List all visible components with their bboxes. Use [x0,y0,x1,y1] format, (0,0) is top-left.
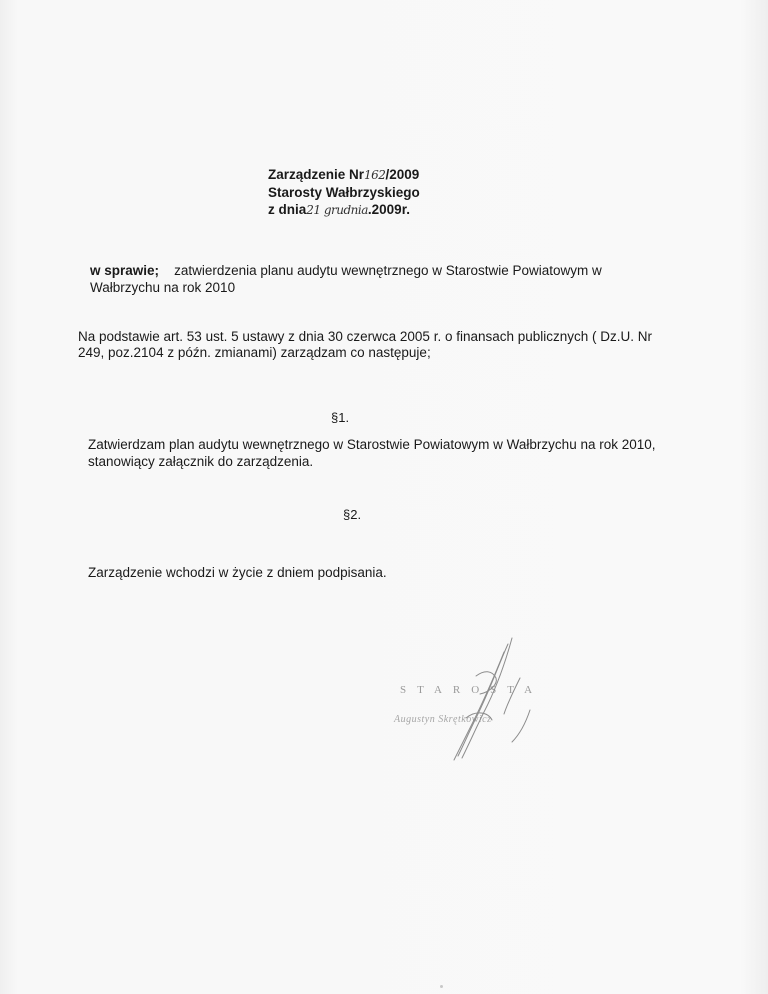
section-2-symbol: §2. [343,507,362,522]
heading-line-2: Starosty Wałbrzyskiego [268,185,420,200]
heading-date-suffix: .2009r. [367,202,410,217]
handwritten-date: 21 grudnia [306,203,368,217]
subject-text: zatwierdzenia planu audytu wewnętrznego w Starostwie Powiatowym w Wałbrzychu na rok 2010 [90,263,602,295]
subject-paragraph [90,262,670,296]
handwritten-number: 162 [364,168,386,182]
stamp-title: STAROSTA [400,684,544,696]
heading-line-3 [268,201,420,219]
heading-date-prefix: z dnia [268,202,307,217]
document-heading [268,166,420,219]
subject-label: w sprawie; [90,263,160,278]
scan-speck [440,985,443,988]
signature-icon [380,630,580,770]
section-1-symbol: §1. [331,410,350,425]
legal-basis-paragraph: Na podstawie art. 53 ust. 5 ustawy z dnia 30 czerwca 2005 r. o finansach publicznych ( Dz.U. Nr 249, poz.2104 z późn. zmianami) zarządzam co następuje; [78,329,653,360]
heading-title: Zarządzenie Nr [268,167,365,182]
heading-year: /2009 [385,167,420,182]
section-2-text: Zarządzenie wchodzi w życie z dniem podpisania. [88,565,387,580]
official-stamp-with-signature [380,630,580,770]
heading-line-1 [268,166,420,184]
stamp-name: Augustyn Skrętkowicz [394,714,492,725]
section-1-text: Zatwierdzam plan audytu wewnętrznego w Starostwie Powiatowym w Wałbrzychu na rok 2010, stanowiący załącznik do zarządzenia. [88,437,656,469]
